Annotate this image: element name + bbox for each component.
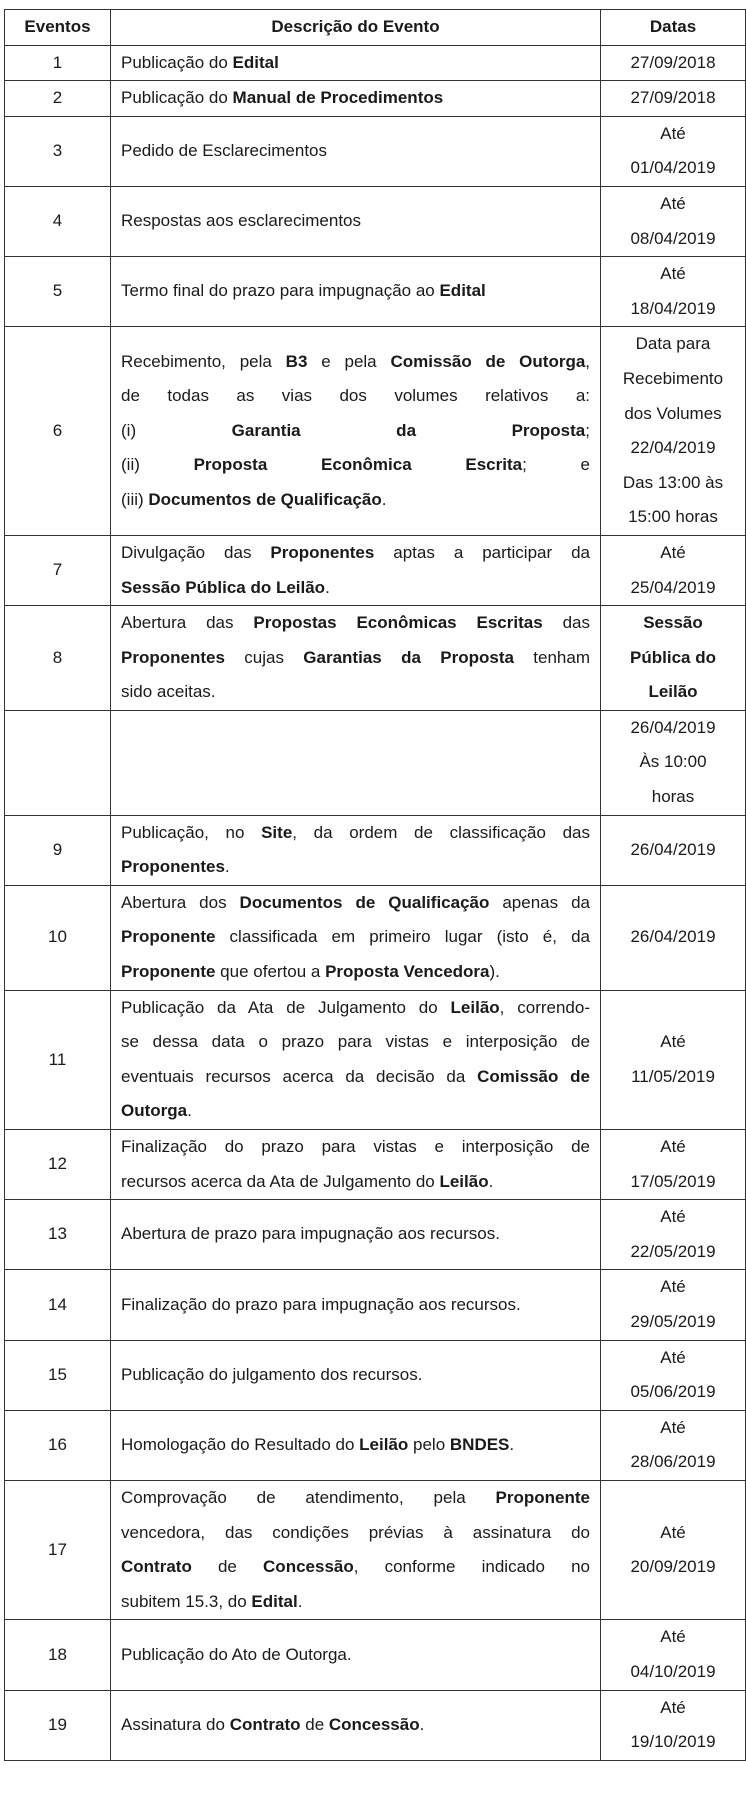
event-dates [601,710,746,815]
text-segment: Pedido de Esclarecimentos [121,141,328,161]
description-line [121,1217,590,1252]
event-dates [601,1690,746,1760]
event-description [111,990,601,1129]
date-line: Até [660,264,686,284]
text-segment: . [187,1101,192,1121]
text-segment: . [509,1435,515,1455]
text-segment: classificada em primeiro lugar (isto é, da [215,927,590,947]
event-dates [601,327,746,536]
event-description [111,885,601,990]
date-line: Data para [635,334,711,354]
event-number: 13 [5,1200,111,1270]
date-line: 27/09/2018 [630,88,716,108]
description-line [121,379,590,414]
description-line [121,1708,590,1743]
description-line [121,536,590,571]
description-line [121,606,590,641]
event-description [111,606,601,711]
event-dates [601,1130,746,1200]
event-description [111,1410,601,1480]
table-row [5,1620,746,1690]
text-segment: Assinatura do [121,1714,230,1734]
text-segment: de [300,1714,329,1734]
event-number: 7 [5,535,111,605]
description-line [121,46,590,81]
text-segment: subitem 15.3, do [121,1591,252,1611]
text-segment: (ii) [121,455,194,475]
bold-term: Proponentes [121,647,225,667]
text-segment: , conforme indicado no [353,1557,590,1577]
text-segment: pelo [408,1435,450,1455]
date-line: Até [660,193,686,213]
bold-term: Propostas Econômicas Escritas [253,613,543,633]
event-description [111,116,601,186]
event-dates [601,45,746,81]
table-row [5,885,746,990]
text-segment: Publicação do [121,88,233,108]
text-segment: Abertura das [121,613,254,633]
text-segment: , [585,351,590,371]
date-line: 22/04/2019 [630,438,716,458]
event-description [111,186,601,256]
event-dates [601,186,746,256]
text-segment: cujas [224,647,304,667]
event-number: 17 [5,1480,111,1619]
bold-term: Proponentes [270,542,375,562]
table-row [5,1690,746,1760]
description-line [121,1025,590,1060]
bold-term: Edital [439,281,486,301]
table-row [5,1270,746,1340]
text-segment: . [381,490,387,510]
header-row [5,10,746,46]
event-description [111,1200,601,1270]
event-dates [601,1200,746,1270]
event-number: 10 [5,885,111,990]
description-line [121,920,590,955]
event-dates [601,81,746,117]
text-segment: se dessa data o prazo para vistas e interposição de [121,1032,590,1052]
text-segment: . [419,1714,425,1734]
date-line: 05/06/2019 [630,1382,716,1402]
bold-term: Edital [251,1591,298,1611]
events-schedule-table [4,9,746,1761]
date-line: horas [651,787,695,807]
date-line: 29/05/2019 [630,1311,716,1331]
table-row [5,45,746,81]
table-row [5,990,746,1129]
date-line: 15:00 horas [628,507,718,527]
description-line [121,1060,590,1095]
description-line [121,1358,590,1393]
event-dates [601,1410,746,1480]
event-description [111,1620,601,1690]
date-line: 11/05/2019 [631,1066,715,1086]
table-body [5,45,746,1760]
bold-term: Documentos de Qualificação [239,892,490,912]
event-dates [601,535,746,605]
event-dates [601,116,746,186]
date-line: Até [660,1277,686,1297]
event-description [111,535,601,605]
text-segment: aptas a participar da [374,542,590,562]
date-line: Até [660,1522,686,1542]
bold-term: Proponentes [121,857,225,877]
table-row [5,710,746,815]
text-segment: e pela [307,351,391,371]
date-line: 22/05/2019 [630,1241,716,1261]
table-row [5,535,746,605]
description-line [121,571,590,606]
event-description [111,1130,601,1200]
event-number: 8 [5,606,111,711]
text-segment: , correndo- [499,997,590,1017]
date-line: 26/04/2019 [630,927,716,947]
bold-term: Site [261,822,293,842]
text-segment: . [297,1591,303,1611]
text-segment: de todas as vias dos volumes relativos a: [121,386,590,406]
bold-term: Manual de Procedimentos [232,88,444,108]
event-number: 9 [5,815,111,885]
date-line: Às 10:00 [639,752,707,772]
bold-term: Contrato [229,1714,301,1734]
event-number: 19 [5,1690,111,1760]
bold-term: Garantias da Proposta [303,647,514,667]
event-description [111,257,601,327]
table-row [5,606,746,711]
table-row [5,815,746,885]
date-line: 01/04/2019 [630,158,716,178]
description-line [121,134,590,169]
description-line [121,1094,590,1129]
bold-term: Proposta Vencedora [325,962,490,982]
description-line [121,274,590,309]
table-row [5,257,746,327]
description-line [121,1288,590,1323]
date-line: 19/10/2019 [630,1732,716,1752]
header-datas: Datas [601,10,746,46]
bold-term: Garantia da Proposta [231,420,586,440]
bold-term: Leilão [359,1435,409,1455]
text-segment: Publicação do julgamento dos recursos. [121,1364,423,1384]
text-segment: Respostas aos esclarecimentos [121,211,362,231]
text-segment: . [488,1171,494,1191]
text-segment: . [325,577,330,597]
description-line [121,204,590,239]
text-segment: Recebimento, pela [121,351,286,371]
event-number: 15 [5,1340,111,1410]
date-line: 27/09/2018 [630,52,716,72]
event-number: 18 [5,1620,111,1690]
event-description [111,1480,601,1619]
date-line: 20/09/2019 [630,1557,716,1577]
event-dates [601,885,746,990]
date-line: 26/04/2019 [630,717,716,737]
table-row [5,116,746,186]
bold-term: Proponente [121,962,216,982]
description-line [121,414,590,449]
bold-term: Comissão de [477,1066,590,1086]
text-segment: Finalização do prazo para impugnação aos recursos. [121,1294,521,1314]
date-line: Até [660,123,686,143]
text-segment: , da ordem de classificação das [292,822,590,842]
text-segment: Comprovação de atendimento, pela [121,1487,496,1507]
bold-term: Proponente [121,927,216,947]
table-row [5,186,746,256]
table-row [5,1340,746,1410]
date-line: Até [660,1137,686,1156]
bold-term: Leilão [439,1171,489,1191]
event-description [111,327,601,536]
date-line: Pública do [630,647,716,667]
date-line: Das 13:00 às [622,472,724,492]
description-line [121,448,590,483]
description-line [121,1130,590,1165]
event-number: 2 [5,81,111,117]
table-row [5,327,746,536]
text-segment: que ofertou a [215,962,326,982]
date-line: 17/05/2019 [630,1171,716,1191]
description-line [121,1585,590,1620]
bold-term: Documentos de Qualificação [148,490,382,510]
table-row [5,1200,746,1270]
text-segment: sido aceitas. [121,682,216,702]
event-description [111,1690,601,1760]
date-line: 26/04/2019 [630,839,716,859]
description-line [121,1638,590,1673]
date-line: Leilão [648,682,698,702]
event-dates [601,990,746,1129]
event-description [111,1270,601,1340]
date-line: 08/04/2019 [630,228,716,248]
header-eventos: Eventos [5,10,111,46]
event-number: 1 [5,45,111,81]
table-row [5,1410,746,1480]
description-line [121,955,590,990]
bold-term: Proposta Econômica Escrita [193,455,523,475]
description-line [121,886,590,921]
description-line [121,641,590,676]
bold-term: Outorga [121,1101,188,1121]
bold-term: Concessão [263,1557,354,1577]
text-segment: Finalização do prazo para vistas e interposição de [121,1137,590,1156]
date-line: 04/10/2019 [630,1661,716,1681]
bold-term: Comissão de Outorga [390,351,586,371]
bold-term: Proponente [495,1487,590,1507]
date-line: 28/06/2019 [630,1452,716,1472]
date-line: Até [660,1347,686,1367]
text-segment: Divulgação das [121,542,271,562]
text-segment: ; [585,420,590,440]
description-line [121,1165,590,1200]
event-number: 14 [5,1270,111,1340]
description-line [121,1481,590,1516]
date-line: dos Volumes [624,403,722,423]
event-number: 5 [5,257,111,327]
event-description [111,710,601,815]
description-line [121,345,590,380]
text-segment: . [224,857,230,877]
bold-term: Leilão [450,997,500,1017]
event-description [111,815,601,885]
text-segment: ). [489,962,500,982]
date-line: Recebimento [622,368,724,388]
bold-term: Edital [232,52,279,72]
event-number: 11 [5,990,111,1129]
table-row [5,1480,746,1619]
event-dates [601,815,746,885]
text-segment: de [191,1557,264,1577]
event-dates [601,606,746,711]
bold-term: Sessão Pública do Leilão [121,577,326,597]
event-dates [601,1620,746,1690]
event-number: 4 [5,186,111,256]
bold-term: B3 [285,351,308,371]
event-description [111,81,601,117]
text-segment: Homologação do Resultado do [121,1435,360,1455]
text-segment: (iii) [121,490,149,510]
event-dates [601,1340,746,1410]
event-number: 16 [5,1410,111,1480]
description-line [121,483,590,518]
date-line: Até [660,542,686,562]
text-segment: vencedora, das condições prévias à assinatura do [121,1522,590,1542]
text-segment: Publicação, no [121,822,262,842]
text-segment: Abertura dos [121,892,240,912]
description-line [121,1516,590,1551]
event-dates [601,257,746,327]
description-line [121,1428,590,1463]
text-segment: Publicação da Ata de Julgamento do [121,997,451,1017]
event-dates [601,1480,746,1619]
event-number [5,710,111,815]
event-number: 6 [5,327,111,536]
event-description [111,1340,601,1410]
text-segment: eventuais recursos acerca da decisão da [121,1066,478,1086]
text-segment: Publicação do [121,52,233,72]
description-line [121,675,590,710]
date-line: Até [660,1627,686,1647]
bold-term: Concessão [328,1714,420,1734]
text-segment: tenham [513,647,590,667]
description-line [121,816,590,851]
header-descricao: Descrição do Evento [111,10,601,46]
event-number: 12 [5,1130,111,1200]
description-line [121,1550,590,1585]
event-dates [601,1270,746,1340]
text-segment: recursos acerca da Ata de Julgamento do [121,1171,440,1191]
date-line: 25/04/2019 [630,577,716,597]
date-line: Até [660,1032,686,1052]
text-segment: das [542,613,590,633]
date-line: Até [660,1207,686,1227]
event-number: 3 [5,116,111,186]
description-line [121,850,590,885]
text-segment: Termo final do prazo para impugnação ao [121,281,440,301]
date-line: Até [660,1417,686,1437]
date-line: Sessão [643,613,703,633]
table-row [5,1130,746,1200]
date-line: 18/04/2019 [630,298,716,318]
text-segment: Abertura de prazo para impugnação aos recursos. [121,1224,500,1244]
table-row [5,81,746,117]
description-line [121,991,590,1026]
text-segment: Publicação do Ato de Outorga. [121,1644,352,1664]
bold-term: BNDES [449,1435,510,1455]
event-description [111,45,601,81]
description-line [121,81,590,116]
bold-term: Contrato [121,1557,192,1577]
date-line: Até [660,1697,686,1717]
text-segment: apenas da [489,892,590,912]
text-segment: ; e [522,455,590,475]
text-segment: (i) [121,420,232,440]
